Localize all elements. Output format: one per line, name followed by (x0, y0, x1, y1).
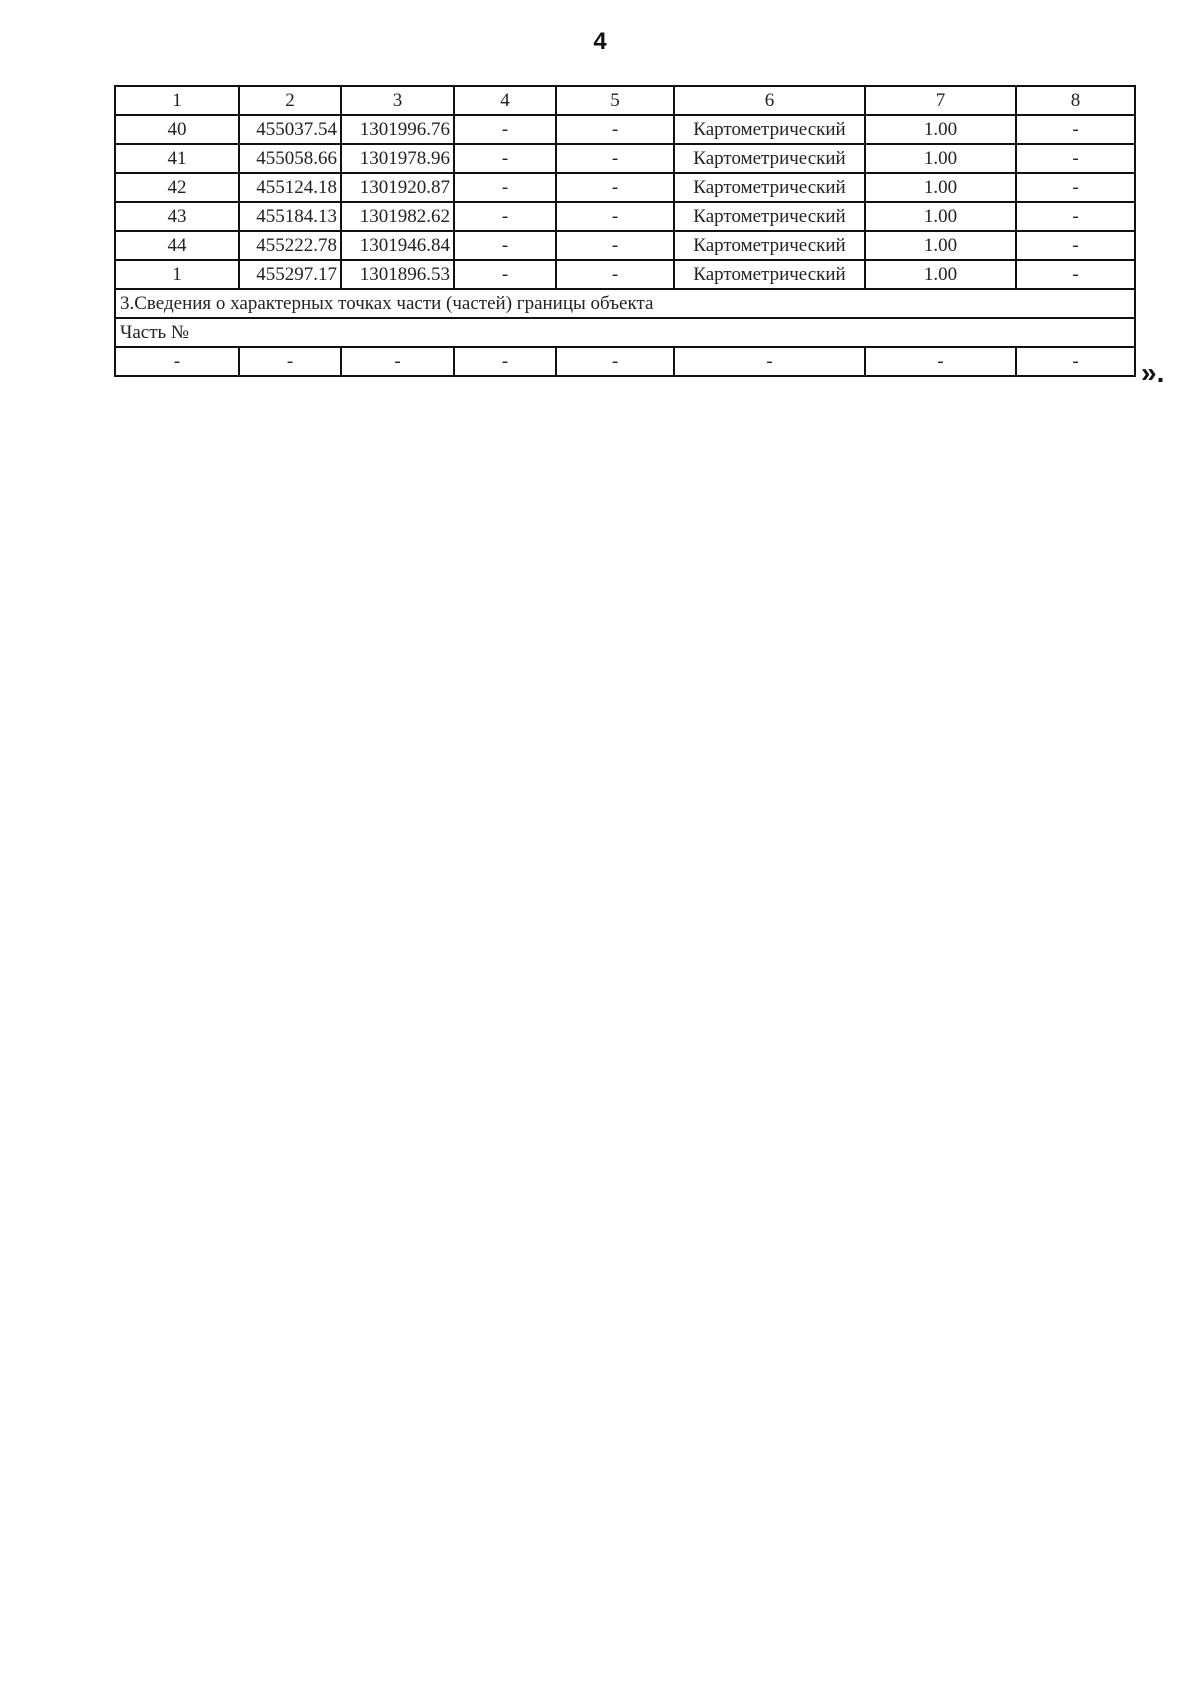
part-label-cell: Часть № (115, 318, 1135, 347)
table-row (115, 173, 1135, 202)
table-cell: 455124.18 (239, 173, 341, 202)
table-cell: - (1016, 260, 1135, 289)
table-cell: 41 (115, 144, 239, 173)
table-header-row (115, 86, 1135, 115)
empty-row (115, 347, 1135, 376)
table-cell: 40 (115, 115, 239, 144)
table-cell: - (454, 115, 556, 144)
table-cell: 1.00 (865, 173, 1016, 202)
table-cell: 455037.54 (239, 115, 341, 144)
table-cell: 1301982.62 (341, 202, 454, 231)
table-cell: - (865, 347, 1016, 376)
table-cell: 42 (115, 173, 239, 202)
table-cell: 1.00 (865, 202, 1016, 231)
table-body (115, 86, 1135, 376)
table-row (115, 115, 1135, 144)
table-cell: - (556, 260, 674, 289)
closing-quote-mark: ». (1141, 357, 1165, 388)
table-cell: 4 (454, 86, 556, 115)
table-cell: - (454, 260, 556, 289)
table-cell: 2 (239, 86, 341, 115)
table-cell: - (556, 347, 674, 376)
table-cell: - (115, 347, 239, 376)
table-cell: 1.00 (865, 115, 1016, 144)
table-cell: 455222.78 (239, 231, 341, 260)
table-cell: - (1016, 144, 1135, 173)
table-cell: Картометрический (674, 260, 865, 289)
table-cell: 5 (556, 86, 674, 115)
table-cell: 1.00 (865, 231, 1016, 260)
table-cell: - (1016, 173, 1135, 202)
table-cell: 1301920.87 (341, 173, 454, 202)
table-cell: - (454, 144, 556, 173)
table-cell: - (239, 347, 341, 376)
table-row (115, 144, 1135, 173)
table-cell: - (1016, 115, 1135, 144)
table-cell: Картометрический (674, 115, 865, 144)
table-cell: 1301996.76 (341, 115, 454, 144)
coordinates-table (114, 85, 1136, 377)
table-cell: - (454, 347, 556, 376)
table-cell: - (556, 173, 674, 202)
table-cell: - (1016, 202, 1135, 231)
table-cell: - (556, 202, 674, 231)
table-cell: 455297.17 (239, 260, 341, 289)
table-cell: - (674, 347, 865, 376)
table-cell: 1 (115, 260, 239, 289)
table-cell: 6 (674, 86, 865, 115)
table-row (115, 202, 1135, 231)
table-cell: 1301978.96 (341, 144, 454, 173)
section-title-cell: 3.Сведения о характерных точках части (частей) границы объекта (115, 289, 1135, 318)
table-cell: 455184.13 (239, 202, 341, 231)
section-title-row (115, 289, 1135, 318)
table-cell: 43 (115, 202, 239, 231)
table-cell: 7 (865, 86, 1016, 115)
table-cell: - (1016, 347, 1135, 376)
table-cell: 44 (115, 231, 239, 260)
table-cell: 1301896.53 (341, 260, 454, 289)
table-cell: - (556, 115, 674, 144)
table-cell: Картометрический (674, 144, 865, 173)
table-cell: 1.00 (865, 144, 1016, 173)
table-cell: - (454, 202, 556, 231)
table-cell: 3 (341, 86, 454, 115)
table-cell: - (556, 144, 674, 173)
table-cell: 1.00 (865, 260, 1016, 289)
table-cell: - (556, 231, 674, 260)
table-row (115, 260, 1135, 289)
table-cell: - (454, 231, 556, 260)
part-label-row (115, 318, 1135, 347)
table-cell: - (1016, 231, 1135, 260)
table-row (115, 231, 1135, 260)
table-cell: Картометрический (674, 231, 865, 260)
table-cell: 455058.66 (239, 144, 341, 173)
table-cell: Картометрический (674, 173, 865, 202)
table-cell: 1301946.84 (341, 231, 454, 260)
page-number: 4 (593, 28, 607, 55)
table-cell: - (341, 347, 454, 376)
table-cell: 1 (115, 86, 239, 115)
table-cell: 8 (1016, 86, 1135, 115)
table-cell: Картометрический (674, 202, 865, 231)
table-cell: - (454, 173, 556, 202)
